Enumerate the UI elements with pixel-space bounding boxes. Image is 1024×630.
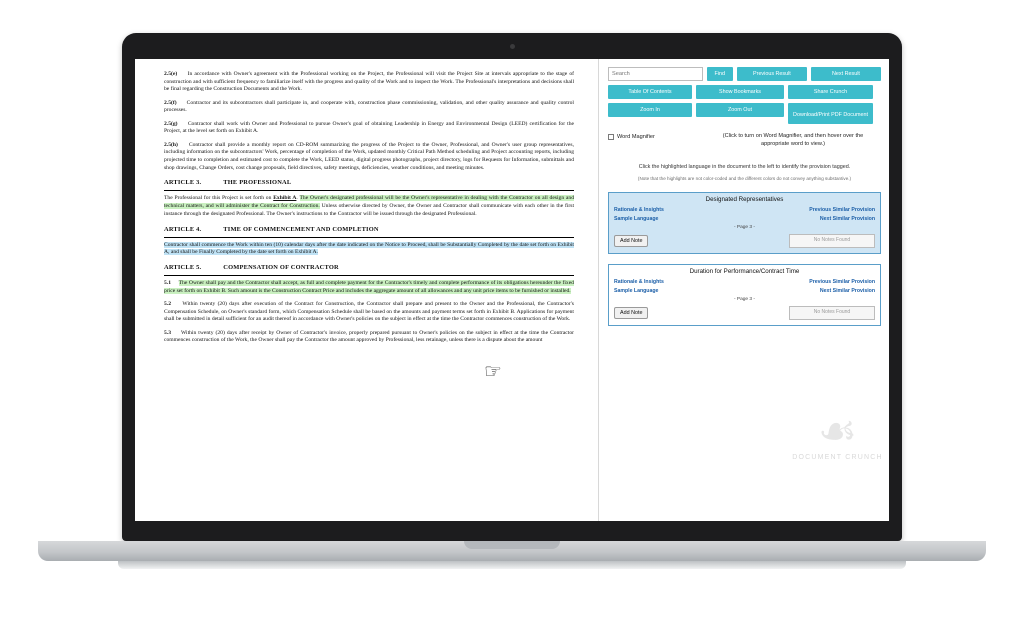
paragraph-text: Contractor and its subcontractors shall participate in, and cooperate with, construction phase commissioning, validation, and other quality assurance and quality control processes. <box>164 99 574 114</box>
article-number: ARTICLE 4. <box>164 225 202 233</box>
add-note-button[interactable]: Add Note <box>614 307 648 319</box>
notes-status: No Notes Found <box>789 234 875 248</box>
laptop-shadow <box>118 561 906 569</box>
word-magnifier-toggle[interactable] <box>608 132 718 140</box>
article3-text-after: Unless otherwise directed by Owner, the Owner and Contractor shall communicate with each other in the first instance through the designated Professional. The Owner's instructions to the Contractor will be issued through the designated Professional. <box>164 203 574 217</box>
provision-actions <box>614 234 875 248</box>
tree-icon: ☙ <box>817 407 858 456</box>
tagged-highlight[interactable]: The Owner shall pay and the Contractor shall accept, as full and complete payment for the Contractor's timely and complete performance of its obligations hereunder the fixed price set forth on Exhibit B. Such amount is the Construction Contract Price and includes the aggregate amount of all allowances and any unit price items to be furnished or installed. <box>164 280 574 294</box>
provision-link-row <box>614 216 875 222</box>
provision-page-mark: - Page 3 - <box>733 225 756 231</box>
next-similar-provision-link[interactable]: Next Similar Provision <box>819 216 875 223</box>
laptop-base <box>38 541 986 561</box>
paragraph-text: Contractor shall provide a monthly report on CD-ROM summarizing the progress of the Project to the Owner, Professional, and Owner's user group representatives, including information on the subcontractors' Work, percentage of completion of the Work, updated monthly Critical Path Method scheduling and Project accounting reports, including projected time to completion and estimated cost to complete the Work, LEED status, digital progress photographs, project directory, logs for Requests for Information, submittals and shop drawings, Change Orders, cost change proposals, field directives, safety meetings, deficiencies, weather conditions, and meeting minutes. <box>164 141 574 171</box>
provision-title: Designated Representatives <box>705 196 784 204</box>
provision-page-mark: - Page 3 - <box>733 297 756 303</box>
rationale-insights-link[interactable]: Rationale & Insights <box>614 279 664 286</box>
paragraph-text: In accordance with Owner's agreement with the Professional working on the Project, the Professional will visit the Project Site at intervals appropriate to the stage of construction and with sufficient frequency to familiarize itself with the progress and quality of the Work and to inspect the Work. The Professional's interpretations and decisions shall be final regarding the Construction Documents and the Work. <box>164 71 574 93</box>
paragraph-label: 2.5(h) <box>164 141 178 148</box>
tools-panel <box>598 59 889 521</box>
table-of-contents-button[interactable]: Table Of Contents <box>608 85 692 99</box>
search-input[interactable] <box>609 68 702 80</box>
tagged-highlight[interactable]: The Owner's designated professional will be the Owner's representative in dealing with the Contractor on all design and technical matters, and will administer the Contract for Construction. <box>164 195 574 210</box>
article3-text-before: The Professional for this Project is set forth on <box>164 195 274 202</box>
paragraph-label: 2.5(g) <box>164 120 178 127</box>
tag-subnote-text: (Note that the highlights are not color-coded and the different colors do not convey anything substantive.) <box>637 175 852 181</box>
provision-actions <box>614 306 875 320</box>
previous-result-button[interactable]: Previous Result <box>737 67 807 81</box>
article-heading <box>164 264 574 271</box>
article3-body: The Professional for this Project is set forth on Exhibit A. The Owner's designated professional will be the Owner's representative in dealing with the Contractor on all design and technical matters, and will administer the Contract for Construction. Unless otherwise directed by Owner, the Owner and Contractor shall communicate with each other in the first instance through the designated Professional. The Owner's instructions to the Contractor will be issued through the designated Professional. <box>164 195 574 217</box>
sample-language-link[interactable]: Sample Language <box>614 216 659 223</box>
document-paragraph <box>164 121 574 136</box>
sample-language-link[interactable]: Sample Language <box>614 288 659 295</box>
search-field-wrapper[interactable] <box>608 67 703 81</box>
next-result-button[interactable]: Next Result <box>811 67 881 81</box>
exhibit-link[interactable]: Exhibit A <box>273 195 297 202</box>
laptop-frame <box>122 33 902 541</box>
word-magnifier-note: (Click to turn on Word Magnifier, and then hover over the appropriate word to view.) <box>722 133 864 148</box>
rationale-insights-link[interactable]: Rationale & Insights <box>614 207 664 214</box>
watermark-text: DOCUMENT CRUNCH <box>792 454 883 461</box>
article-title: TIME OF COMMENCEMENT AND COMPLETION <box>223 225 379 233</box>
heading-divider <box>164 275 574 276</box>
provision-link-row <box>614 279 875 285</box>
tag-instruction-text: Click the highlighted language in the document to the left to identify the provision tagged. <box>638 164 851 171</box>
article-heading <box>164 226 574 233</box>
notes-status: No Notes Found <box>789 306 875 320</box>
article-number: ARTICLE 5. <box>164 264 202 271</box>
laptop-base-notch <box>464 541 560 549</box>
hand-cursor-icon: ☞ <box>484 361 502 383</box>
share-crunch-button[interactable]: Share Crunch <box>788 85 873 99</box>
tagged-highlight[interactable]: Contractor shall commence the Work within ten (10) calendar days after the date indicated on the Notice to Proceed, shall be Substantially Completed by the date set forth on Exhibit A, and shall be Finally Completed by the date set forth on Exhibit A. <box>164 241 574 256</box>
provision-card[interactable] <box>608 264 881 326</box>
paragraph-text: Within twenty (20) days after receipt by Owner of Contractor's invoice, properly prepared pursuant to Owner's policies on the subject in effect at the time the Contractor commences construction of the Work, the Owner shall pay the Contractor the amount approved by Professional, less retainage, unless there is a dispute about the amount <box>164 329 574 344</box>
zoom-actions-row <box>608 103 881 124</box>
provision-card[interactable] <box>608 192 881 254</box>
word-magnifier-row <box>608 132 881 148</box>
document-paragraph <box>164 330 574 345</box>
paragraph-label: 5.1 <box>164 280 171 286</box>
watermark <box>780 407 889 461</box>
document-paragraph <box>164 280 574 295</box>
previous-similar-provision-link[interactable]: Previous Similar Provision <box>809 207 875 214</box>
next-similar-provision-link[interactable]: Next Similar Provision <box>819 288 875 295</box>
document-paragraph <box>164 71 574 94</box>
provision-link-row <box>614 207 875 213</box>
article-number: ARTICLE 3. <box>164 179 202 187</box>
paragraph-text: Within twenty (20) days after execution of the Contract for Construction, the Contractor shall prepare and present to the Owner and the Professional, the Contractor's Compensation Schedule, on Owner's standard form, which Compensation Schedule shall be based on the amounts and payment terms set forth in Exhibit B. Applications for payment shall be submitted in detail sufficient for an audit thereof in accordance with Owner's policies on the subject in effect at the time the Contractor commences construction of the Work. <box>164 300 574 323</box>
paragraph-label: 2.5(e) <box>164 71 178 77</box>
provision-link-row <box>614 288 875 294</box>
previous-similar-provision-link[interactable]: Previous Similar Provision <box>809 279 875 286</box>
article-title: COMPENSATION OF CONTRACTOR <box>223 264 339 271</box>
article-heading <box>164 179 574 186</box>
article-title: THE PROFESSIONAL <box>223 179 292 187</box>
document-paragraph <box>164 100 574 115</box>
document-paragraph <box>164 301 574 324</box>
heading-divider <box>164 190 574 191</box>
document-page <box>164 71 574 521</box>
provision-title: Duration for Performance/Contract Time <box>689 268 800 276</box>
paragraph-text: Contractor shall work with Owner and Professional to pursue Owner's goal of obtaining Leadership in Energy and Environmental Design (LEED) certification for the Project, at the level set forth on Exhibit A. <box>164 120 574 135</box>
webcam-icon <box>510 44 515 49</box>
paragraph-label: 5.2 <box>164 300 171 307</box>
heading-divider <box>164 237 574 238</box>
checkbox-icon[interactable] <box>608 134 614 140</box>
document-viewer-pane[interactable] <box>135 59 598 521</box>
article4-body <box>164 242 574 257</box>
laptop-screen <box>135 59 889 521</box>
document-paragraph <box>164 142 574 173</box>
zoom-out-button[interactable]: Zoom Out <box>696 103 784 117</box>
paragraph-label: 2.5(f) <box>164 99 177 106</box>
zoom-in-button[interactable]: Zoom In <box>608 103 692 117</box>
paragraph-label: 5.3 <box>164 329 171 336</box>
download-print-pdf-button[interactable]: Download/Print PDF Document <box>788 103 873 124</box>
find-button[interactable]: Find <box>707 67 733 81</box>
word-magnifier-label: Word Magnifier <box>617 134 655 140</box>
show-bookmarks-button[interactable]: Show Bookmarks <box>696 85 784 99</box>
search-row <box>608 67 881 81</box>
add-note-button[interactable]: Add Note <box>614 235 648 247</box>
document-actions-row <box>608 85 881 99</box>
